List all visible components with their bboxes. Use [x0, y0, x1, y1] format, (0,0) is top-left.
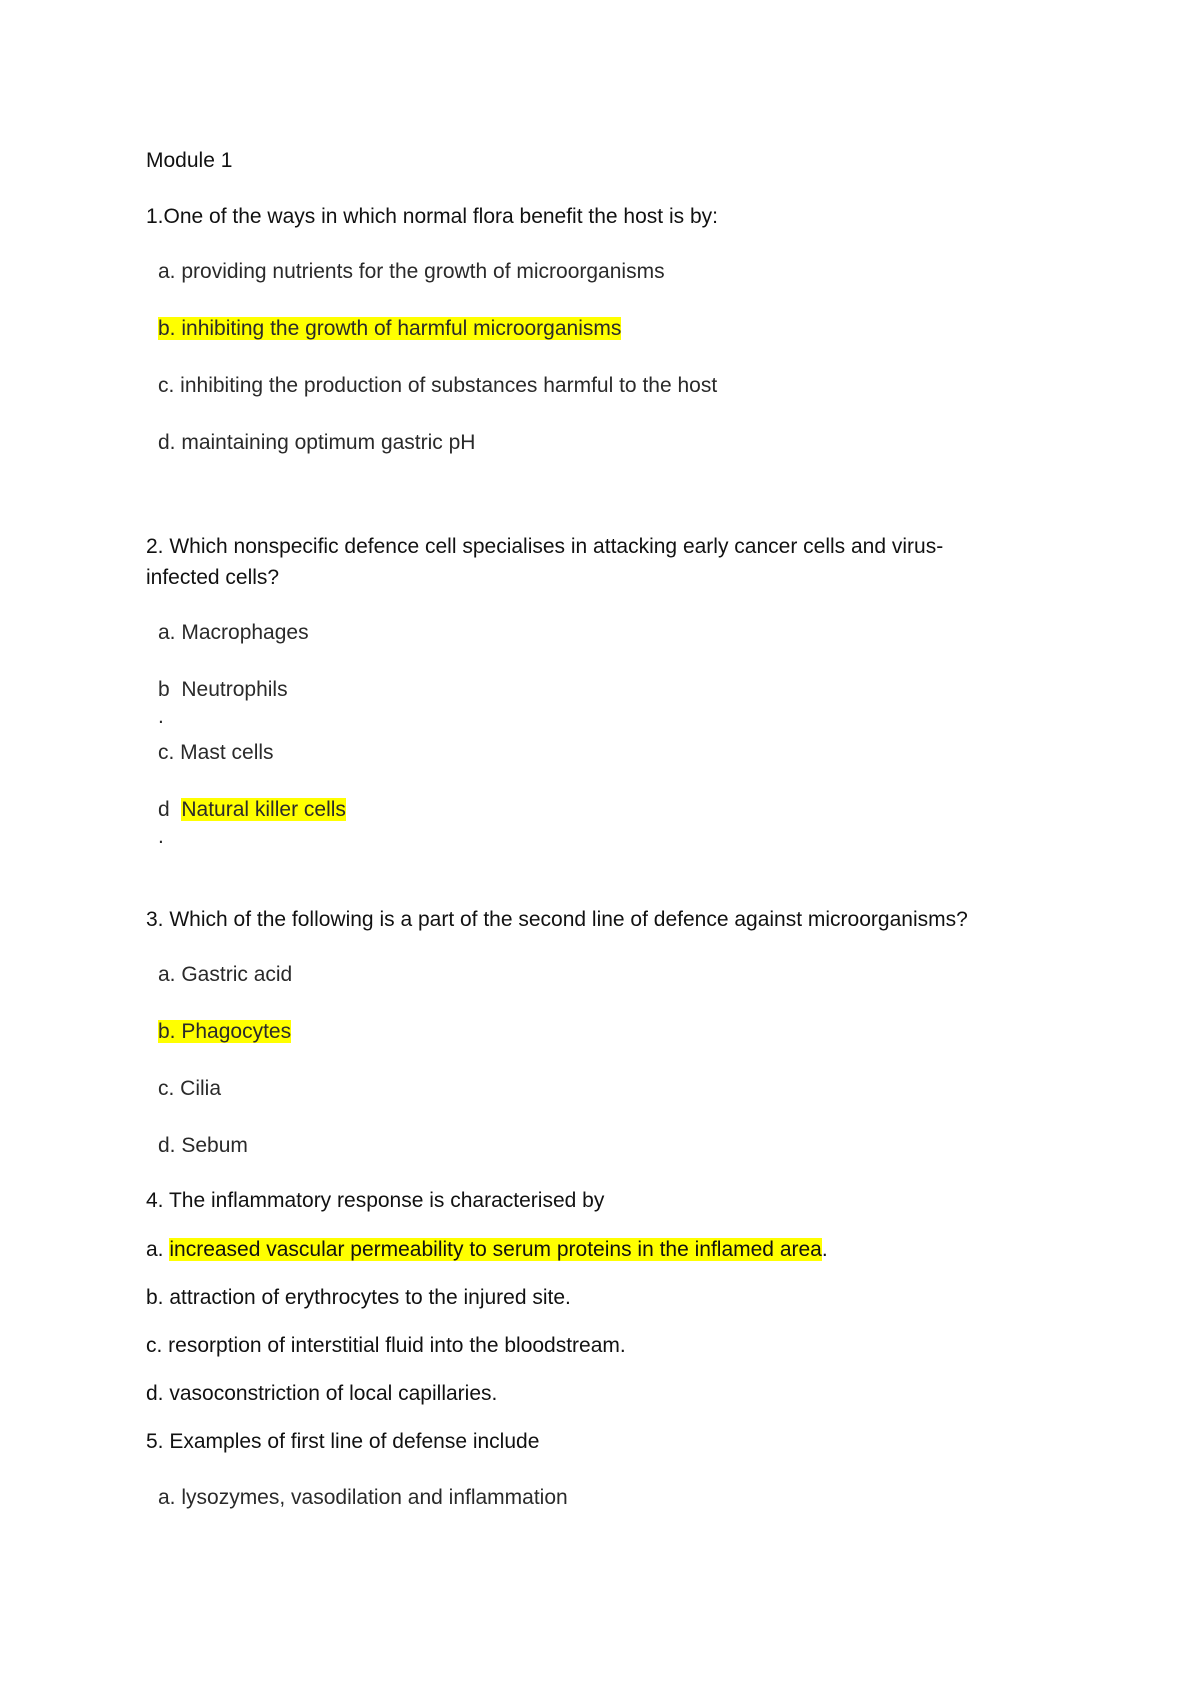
q3-option-c: c. Cilia: [158, 1077, 222, 1100]
question-2-line-2: infected cells?: [146, 566, 280, 589]
q2-option-d-letter: d: [158, 798, 170, 821]
q2-option-b-dot: .: [158, 705, 164, 728]
q2-option-a: a. Macrophages: [158, 621, 309, 644]
q2-option-c: c. Mast cells: [158, 741, 274, 764]
question-2-line-1: 2. Which nonspecific defence cell specialises in attacking early cancer cells and virus-: [146, 535, 944, 558]
q2-option-b-text: Neutrophils: [181, 678, 288, 701]
q4-option-a-suffix: .: [821, 1238, 828, 1261]
question-5: 5. Examples of first line of defense include: [146, 1430, 540, 1453]
question-3: 3. Which of the following is a part of the second line of defence against microorganisms?: [146, 908, 968, 931]
q4-option-b: b. attraction of erythrocytes to the injured site.: [146, 1286, 571, 1309]
q5-option-a: a. lysozymes, vasodilation and inflammation: [158, 1486, 568, 1509]
q2-option-d: [158, 796, 346, 824]
q1-option-b-highlight: b. inhibiting the growth of harmful microorganisms: [158, 317, 622, 340]
q1-option-d: d. maintaining optimum gastric pH: [158, 431, 476, 454]
q4-option-a: [146, 1236, 828, 1264]
q4-option-a-prefix: a.: [146, 1238, 170, 1261]
q2-option-d-dot: .: [158, 825, 164, 848]
module-title: Module 1: [146, 149, 233, 172]
q3-option-d: d. Sebum: [158, 1134, 248, 1157]
q3-option-a: a. Gastric acid: [158, 963, 293, 986]
q2-option-b-letter: b: [158, 678, 170, 701]
question-4: 4. The inflammatory response is characterised by: [146, 1189, 605, 1212]
q2-option-b: [158, 676, 288, 704]
question-1: 1.One of the ways in which normal flora benefit the host is by:: [146, 205, 718, 228]
q3-option-b-highlight: b. Phagocytes: [158, 1020, 292, 1043]
q4-option-a-highlight: increased vascular permeability to serum proteins in the inflamed area: [169, 1238, 822, 1261]
q1-option-a: a. providing nutrients for the growth of microorganisms: [158, 260, 665, 283]
q4-option-d: d. vasoconstriction of local capillaries.: [146, 1382, 498, 1405]
q2-option-d-highlight: Natural killer cells: [181, 798, 346, 821]
q4-option-c: c. resorption of interstitial fluid into the bloodstream.: [146, 1334, 626, 1357]
q1-option-b: [158, 315, 621, 343]
q1-option-c: c. inhibiting the production of substances harmful to the host: [158, 374, 718, 397]
q3-option-b: [158, 1018, 291, 1046]
